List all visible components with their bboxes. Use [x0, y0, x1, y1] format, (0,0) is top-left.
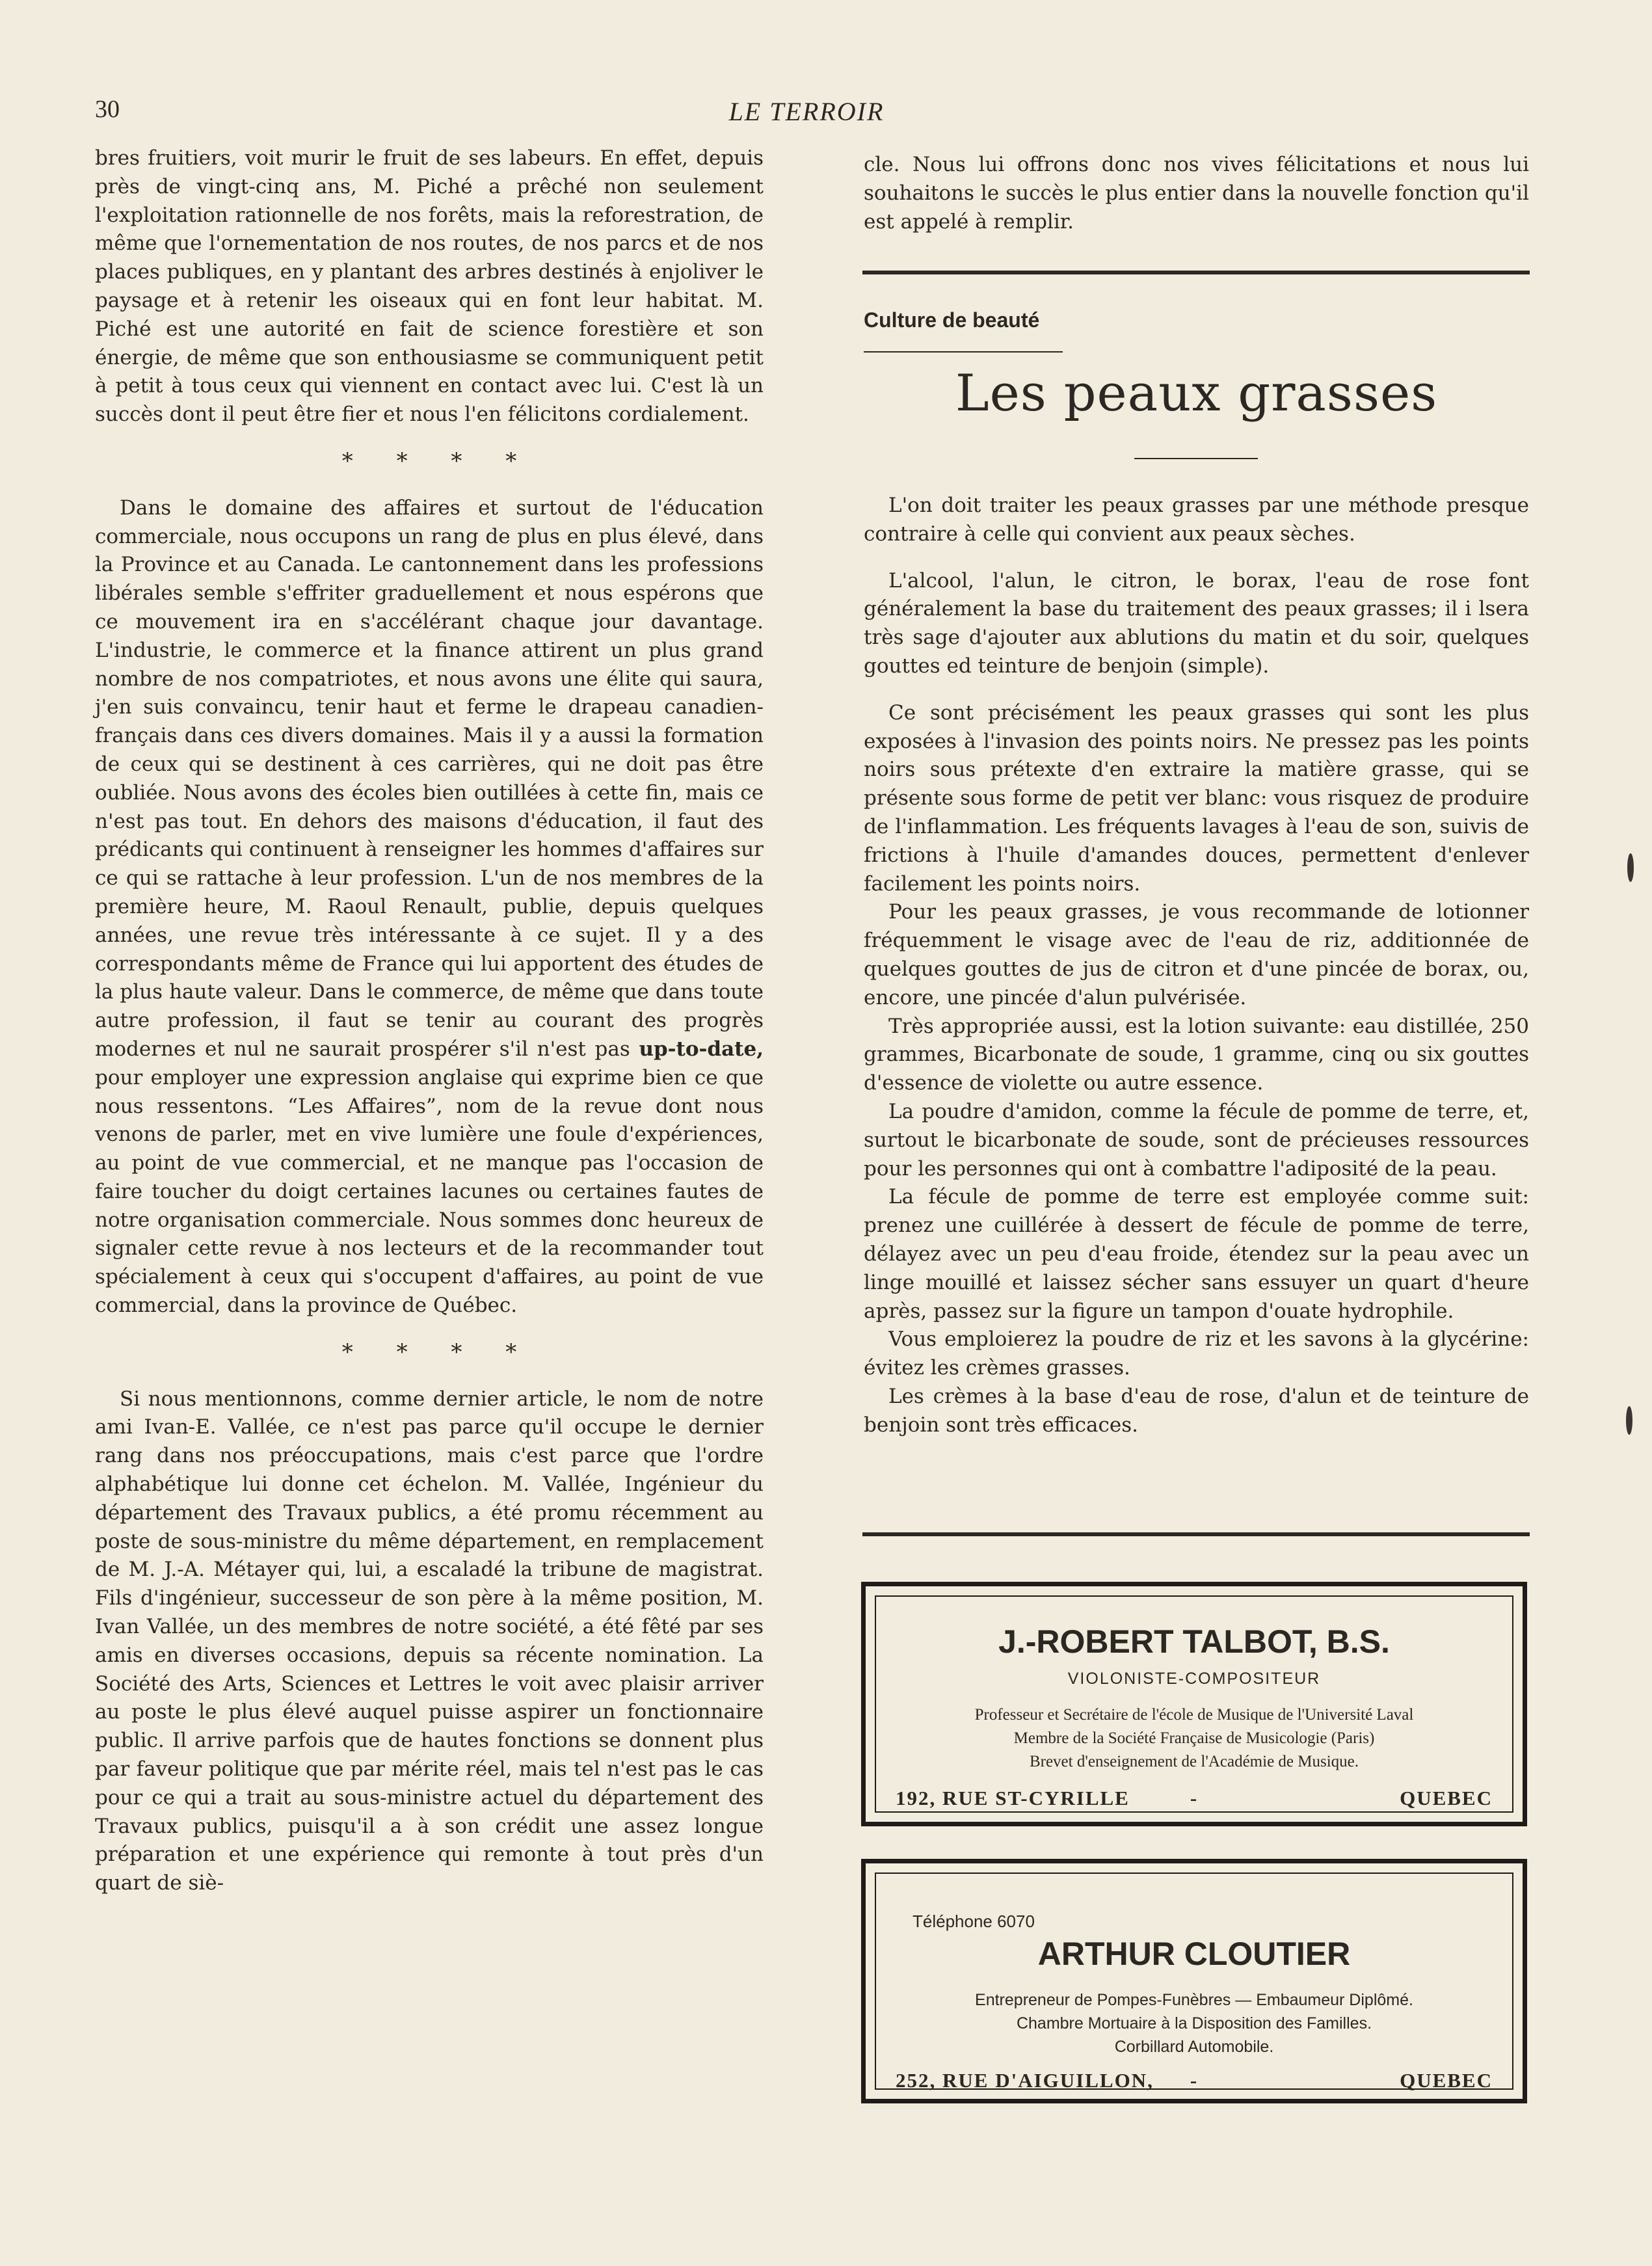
paragraph-vallee: Si nous mentionnons, comme dernier article, le nom de notre ami Ivan-E. Vallée, ce n'est pas parce qu'il occupe le dernier rang dans nos préoccupations, mais c'est parce que l'ordre alphabétique lui donne cet échelon. M. Vallée, Ingénieur du département des Travaux publics, a été promu récemment au poste de sous-ministre du même département, en remplacement de M. J.-A. Métayer qui, lui, a escaladé la tribune de magistrat. Fils d'ingénieur, successeur de son père à la même position, M. Ivan Vallée, un des membres de notre société, a été fêté par ses amis en diverses occasions, depuis sa récente nomination. La Société des Arts, Sciences et Lettres le voit avec plaisir arriver au poste le plus élevé auquel puisse aspirer un fonctionnaire public. Il arrive parfois que de hautes fonctions se donnent plus par faveur politique que par mérite réel, mais tel n'est pas le cas pour ce qui a trait au sous-ministre actuel du département des Travaux publics, puisqu'il a à son crédit une assez longue préparation et une expérience qui remonte à tout près d'un quart de siè-: [95, 1387, 764, 1895]
ad-phone: Téléphone 6070: [913, 1912, 1035, 1931]
paragraph-affaires-part1: Dans le domaine des affaires et surtout de l'éducation commerciale, nous occupons un rang de plus en plus élevé, dans la Province et au Canada. Le cantonnement dans les professions libérales semble s'effriter graduellement et nous espérons que ce mouvement ira en s'accélérant chaque jour davantage. L'industrie, le commerce et la finance attirent un plus grand nombre de nos compatriotes, et nous avons une élite qui saura, j'en suis convaincu, tenir haut et ferme le drapeau canadien-français dans ces divers domaines. Mais il y a aussi la formation de ceux qui se destinent à ces carrières, qui ne doit pas être oubliée. Nous avons des écoles bien outillées à cette fin, mais ce n'est pas tout. En dehors des maisons d'éducation, il faut des prédicants qui continuent à renseigner les hommes d'affaires sur ce qui se rattache à leur profession. L'un de nos membres de la première heure, M. Raoul Renault, publie, depuis quelques années, une revue très intéressante à ce sujet. Il y a des correspondants même de France qui lui apportent des études de la plus haute valeur. Dans le commerce, de même que dans toute autre profession, il faut se tenir au courant des progrès modernes et nul ne saurait prospérer s'il n'est pas: [95, 496, 764, 1061]
ad-dash: -: [1190, 2069, 1199, 2092]
title-underline: [1134, 458, 1258, 459]
section-divider: [862, 271, 1530, 274]
section-kicker: Culture de beauté: [864, 308, 1040, 332]
article-paragraph: L'alcool, l'alun, le citron, le borax, l'eau de rose font généralement la base du traitement des peaux grasses; il i lsera très sage d'ajouter aux ablutions du matin et du soir, quelques gouttes ed teinture de benjoin (simple).: [864, 568, 1529, 678]
article-paragraph: Pour les peaux grasses, je vous recommande de lotionner fréquemment le visage avec de l'eau de riz, additionnée de quelques gouttes de jus de citron et d'une pincée de borax, ou, encore, une pincée d'alun pulvérisée.: [864, 900, 1529, 1009]
ad-description-line: Corbillard Automobile.: [1114, 2038, 1274, 2056]
article-paragraph: Très appropriée aussi, est la lotion suivante: eau distillée, 250 grammes, Bicarbonate de soude, 1 gramme, cinq ou six gouttes d'essence de violette ou autre essence.: [864, 1014, 1529, 1095]
ad-inner-frame: [875, 1873, 1513, 2090]
article-paragraph: La fécule de pomme de terre est employée comme suit: prenez une cuillérée à dessert de fécule de pomme de terre, délayez avec un peu d'eau froide, étendez sur la peau avec un linge mouillé et laissez sécher sans essuyer un quart d'heure après, passez sur la figure un tampon d'ouate hydrophile.: [864, 1185, 1529, 1323]
ad-description-line: Chambre Mortuaire à la Disposition des Familles.: [1016, 2014, 1372, 2033]
article-paragraph: La poudre d'amidon, comme la fécule de pomme de terre, et, surtout le bicarbonate de soude, sont de précieuses ressources pour les personnes qui ont à combattre l'adiposité de la peau.: [864, 1099, 1529, 1180]
ad-city: QUEBEC: [1400, 1787, 1493, 1809]
ad-name: ARTHUR CLOUTIER: [1037, 1936, 1351, 1972]
edge-mark: [1626, 1406, 1632, 1435]
advertisement-cloutier: [861, 1859, 1527, 2103]
article-paragraph: Vous emploierez la poudre de riz et les savons à la glycérine: évitez les crèmes grasses.: [864, 1327, 1529, 1380]
ad-address: 192, RUE ST-CYRILLE: [896, 1787, 1130, 1809]
paragraph-affaires-part2: pour employer une expression anglaise qui exprime bien ce que nous ressentons. “Les Affaires”, nom de la revue dont nous venons de parler, met en vive lumière une foule d'expériences, au point de vue commercial, et ne manque pas l'occasion de faire toucher du doigt certaines lacunes ou certaines fautes de notre organisation commerciale. Nous sommes donc heureux de signaler cette revue à nos lecteurs et de la recommander tout spécialement à ceux qui s'occupent d'affaires, au point de vue commercial, dans la province de Québec.: [95, 1065, 764, 1318]
paragraph-affaires: [95, 494, 764, 1320]
ad-address: 252, RUE D'AIGUILLON,: [896, 2069, 1154, 2092]
ad-name: J.-ROBERT TALBOT, B.S.: [998, 1623, 1390, 1660]
right-column-continuation: [864, 151, 1529, 236]
section-separator: * * * *: [341, 1339, 535, 1365]
kicker-underline: [864, 351, 1063, 353]
article-title: Les peaux grasses: [955, 364, 1438, 423]
article-body: [864, 492, 1529, 1440]
ad-inner-frame: [875, 1595, 1513, 1813]
ad-description-line: Professeur et Secrétaire de l'école de Musique de l'Université Laval: [974, 1706, 1414, 1724]
section-separator: * * * *: [341, 447, 535, 474]
article-paragraph: Ce sont précisément les peaux grasses qui sont les plus exposées à l'invasion des points noirs. Ne pressez pas les points noirs sous prétexte d'en extraire la matière grasse, qui se présente sous forme de petit ver blanc: vous risquez de produire de l'inflammation. Les fréquents lavages à l'eau de son, suivis de frictions à l'huile d'amandes douces, permettent d'enlever facilement les points noirs.: [864, 700, 1529, 896]
running-title: LE TERROIR: [728, 97, 885, 126]
left-column: [95, 144, 764, 1898]
ad-description-line: Brevet d'enseignement de l'Académie de Musique.: [1029, 1753, 1359, 1770]
article-paragraph: L'on doit traiter les peaux grasses par une méthode presque contraire à celle qui convient aux peaux sèches.: [864, 494, 1529, 546]
ad-city: QUEBEC: [1400, 2069, 1493, 2092]
advertisement-talbot: [861, 1582, 1527, 1826]
paragraph-continuation: cle. Nous lui offrons donc nos vives félicitations et nous lui souhaitons le succès le plus entier dans la nouvelle fonction qu'il est appelé à remplir.: [864, 153, 1529, 233]
ad-description-line: Entrepreneur de Pompes-Funèbres — Embaumeur Diplômé.: [975, 1991, 1413, 2009]
paragraph-piche: bres fruitiers, voit murir le fruit de ses labeurs. En effet, depuis près de vingt-cinq ans, M. Piché a prêché non seulement l'exploitation rationnelle de nos forêts, mais la reforestration, de même que l'ornementation de nos routes, de nos parcs et de nos places publiques, en y plantant des arbres destinés à enjoliver le paysage et à retenir les oiseaux qui en font leur habitat. M. Piché est une autorité en fait de science forestière et son énergie, de même que son enthousiasme se communiquent petit à petit à tous ceux qui viennent en contact avec lui. C'est là un succès dont il peut être fier et nous l'en félicitons cordialement.: [95, 146, 764, 427]
ad-subtitle: VIOLONISTE-COMPOSITEUR: [1067, 1670, 1321, 1688]
section-divider: [862, 1532, 1530, 1536]
ad-dash: -: [1190, 1787, 1199, 1809]
edge-mark: [1627, 853, 1634, 882]
ad-description-line: Membre de la Société Française de Musicologie (Paris): [1013, 1729, 1375, 1747]
paragraph-affaires-bold: up-to-date,: [639, 1037, 764, 1061]
article-paragraph: Les crèmes à la base d'eau de rose, d'alun et de teinture de benjoin sont très efficaces.: [864, 1384, 1529, 1437]
page-number: 30: [95, 96, 120, 123]
